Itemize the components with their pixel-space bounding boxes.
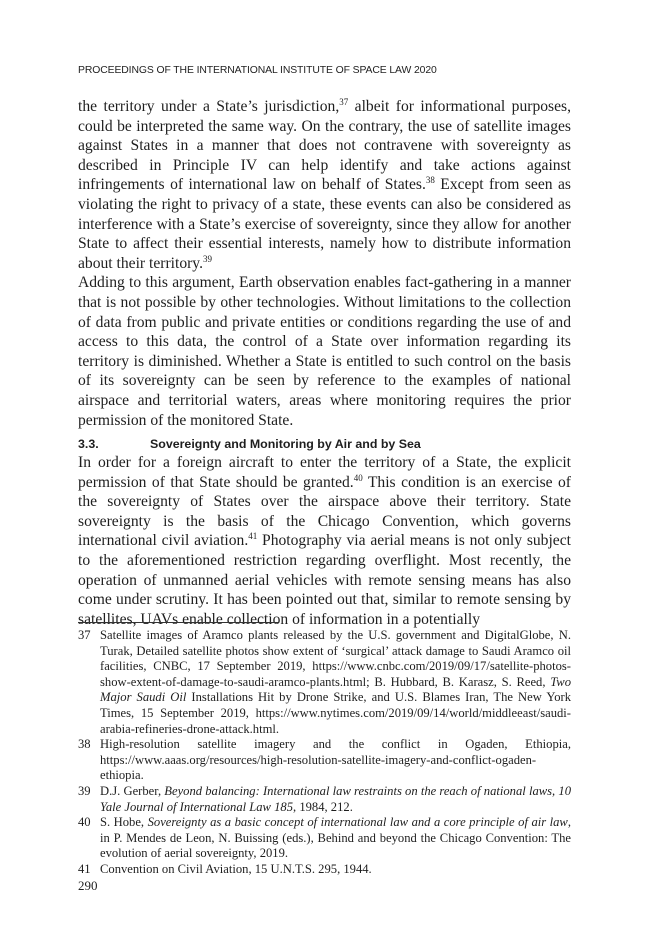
section-title: Sovereignty and Monitoring by Air and by Sea xyxy=(150,437,421,452)
footnote xyxy=(78,737,571,784)
main-text xyxy=(78,97,571,629)
page-number: 290 xyxy=(78,878,98,893)
text-run: albeit for informational purposes, could be interpreted the same way. On the contrary, the use of satellite images against States in a manner that does not contravene with sovereignty as described in Principle IV can help identify and take actions against infringements of international law on behalf of States. xyxy=(78,98,572,194)
footnote-reference: 39 xyxy=(203,253,212,264)
footnote-number: 40 xyxy=(78,815,91,830)
text-run: , in P. Mendes de Leon, N. Buissing (eds.), Behind and beyond the Chicago Convention: The evolution of aerial sovereignty, 2019. xyxy=(100,815,571,861)
footnote xyxy=(78,784,571,815)
section-number: 3.3. xyxy=(78,437,99,452)
footnote-divider xyxy=(78,622,278,623)
footnote-text xyxy=(100,862,372,876)
text-run: the territory under a State’s jurisdiction, xyxy=(78,98,340,115)
footnote-text xyxy=(100,784,571,814)
text-run: , 1984, 212. xyxy=(293,799,353,814)
footnote-text xyxy=(100,815,571,860)
footnote-reference: 41 xyxy=(248,531,258,542)
text-run: High-resolution satellite imagery and the conflict in Ogaden, Ethiopia, https://www.aaas.org/resources/high-resolution-satellite-imagery-and-conflict-ogaden-ethiopia. xyxy=(100,737,571,783)
text-run: Installations Hit by Drone Strike, and U.S. Blames Iran, The New York Times, 15 September 2019, https://www.nytimes.com/2019/09/14/world/middleeast/saudi-arabia-refineries-drone-attack.html. xyxy=(100,690,572,736)
footnote-number: 41 xyxy=(78,861,91,876)
running-header: PROCEEDINGS OF THE INTERNATIONAL INSTITUTE OF SPACE LAW 2020 xyxy=(78,65,437,76)
section-heading xyxy=(78,436,571,452)
footnotes xyxy=(78,628,571,878)
footnote-text xyxy=(100,737,571,782)
text-run: S. Hobe, xyxy=(100,815,148,830)
body-paragraph xyxy=(78,453,571,629)
text-run: Photography via aerial means is not only subject to the aforementioned restriction regarding overflight. Most recently, the operation of unmanned aerial vehicles with remote sensing means has also come under scrutiny. It has been pointed out that, similar to remote sensing by satellites, UAVs enable collection of information in a potentially xyxy=(78,532,571,628)
text-run: In order for a foreign aircraft to enter the territory of a State, the explicit permission of that State should be granted. xyxy=(78,454,571,491)
italic-text: Beyond balancing: International law restraints on the reach of national laws, 10 Yale Journal of International Law 185 xyxy=(100,783,571,814)
text-run: Convention on Civil Aviation, 15 U.N.T.S. 295, 1944. xyxy=(100,861,372,876)
italic-text: Sovereignty as a basic concept of international law and a core principle of air law xyxy=(147,815,568,830)
footnote-number: 37 xyxy=(78,628,91,642)
italic-text: Two Major Saudi Oil xyxy=(100,674,571,705)
footnote-number: 39 xyxy=(78,783,91,798)
text-run: This condition is an exercise of the sovereignty of States over the airspace above their territory. State sovereignty is the basis of the Chicago Convention, which governs international civil aviation. xyxy=(78,473,572,550)
footnote-number: 38 xyxy=(78,737,91,752)
footnote-reference: 40 xyxy=(353,472,363,483)
body-paragraph xyxy=(78,97,571,273)
text-run: Except from seen as violating the right to privacy of a state, these events can also be considered as interference with a State’s exercise of sovereignty, since they allow for another State to affect their essential interests, namely how to distribute information about their territory. xyxy=(78,176,571,272)
footnote xyxy=(78,862,571,878)
text-run: D.J. Gerber, xyxy=(100,783,165,798)
footnote-text xyxy=(100,628,571,736)
text-run: Satellite images of Aramco plants released by the U.S. government and DigitalGlobe, N. Turak, Detailed satellite photos show extent of ‘surgical’ attack damage to Saudi Aramco oil facilities, CNBC, 17 September 2019, https://www.cnbc.com/2019/09/17/satellite-photos-show-extent-of-damage-to-saudi-aramco-plants.html; B. Hubbard, B. Karasz, S. Reed, xyxy=(100,628,571,689)
footnote xyxy=(78,815,571,862)
body-paragraph xyxy=(78,273,571,430)
text-run: Adding to this argument, Earth observation enables fact-gathering in a manner that is not possible by other technologies. Without limitations to the collection of data from public and private entities or conditions regarding the use of and access to this data, the control of a State over information regarding its territory is diminished. Whether a State is entitled to such control on the basis of its sovereignty can be seen by reference to the examples of national airspace and territorial waters, areas where monitoring requires the prior permission of the monitored State. xyxy=(78,274,571,429)
footnote-reference: 38 xyxy=(425,175,435,186)
footnote-reference: 37 xyxy=(339,97,349,107)
footnote xyxy=(78,628,571,737)
